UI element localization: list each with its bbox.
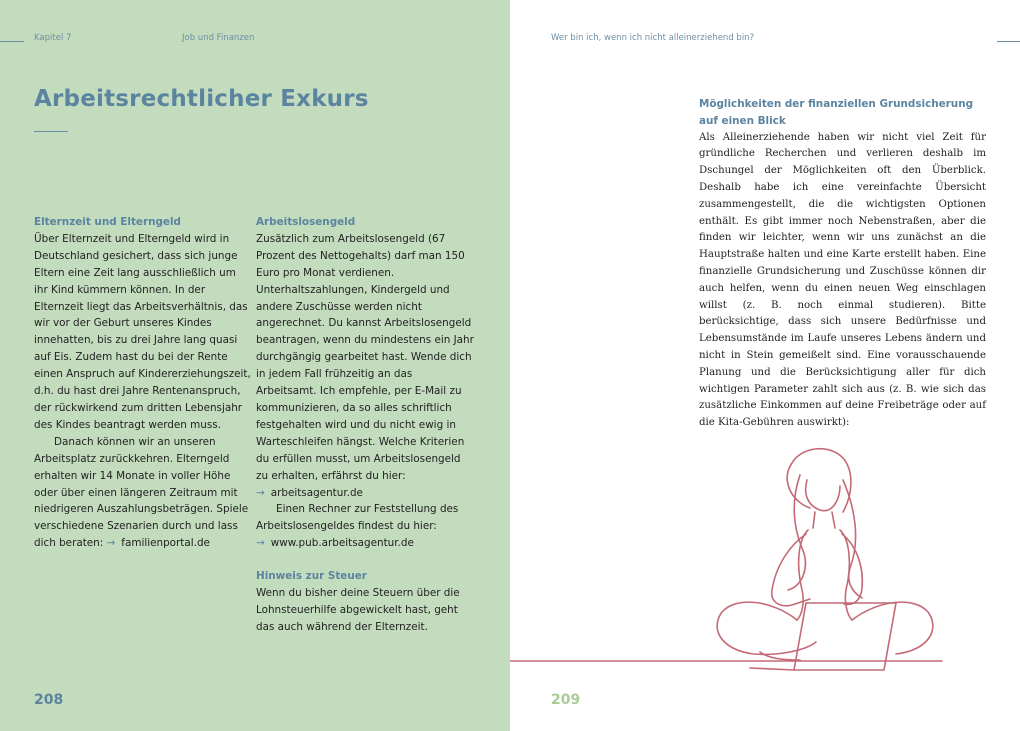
torso-left xyxy=(797,530,808,620)
paragraph xyxy=(256,231,474,502)
section-heading-grundsicherung: Möglichkeiten der finanziellen Grundsicherung auf einen Blick xyxy=(699,98,974,127)
woman-with-laptop-illustration xyxy=(510,430,1020,680)
page-number-right: 209 xyxy=(551,692,581,708)
header-rule xyxy=(997,41,1020,42)
arrow-icon: → xyxy=(256,486,265,499)
link-pub-arbeitsagentur[interactable]: www.pub.arbeitsagentur.de xyxy=(270,537,414,550)
link-familienportal[interactable]: familienportal.de xyxy=(121,537,210,550)
section-heading-arbeitslosengeld: Arbeitslosengeld xyxy=(256,216,356,228)
column-elternzeit xyxy=(34,214,252,552)
text-block-grundsicherung xyxy=(699,96,986,432)
paragraph-text: Zusätzlich zum Arbeitslosengeld (67 Prozent des Nettogehalts) darf man 150 Euro pro Monat verdienen. Unterhaltszahlungen, Kindergeld und andere Zuschüsse werden nicht angerechnet. Du kannst Arbeitslosengeld beantragen, wenn du mindestens ein Jahr durchgängig gearbeitet hast. Wende dich in jedem Fall frühzeitig an das Arbeitsamt. Ich empfehle, per E-Mail zu kommunizieren, da so alles schriftlich festgehalten wird und du nicht ewig in Warteschleifen hängst. Welche Kriterien du erfüllen musst, um Arbeitslosengeld zu erhalten, erfährst du hier: xyxy=(256,232,474,482)
title-rule xyxy=(34,131,68,132)
running-head-right: Wer bin ich, wenn ich nicht alleinerziehend bin? xyxy=(551,33,755,43)
paragraph-text: Einen Rechner zur Feststellung des Arbeitslosengeldes findest du hier: xyxy=(256,503,459,533)
hair-crown xyxy=(787,449,851,512)
paragraph: Wenn du bisher deine Steuern über die Lohnsteuerhilfe abgewickelt hast, geht das auch während der Elternzeit. xyxy=(256,587,460,633)
header-rule xyxy=(0,41,24,42)
right-leg xyxy=(852,602,933,654)
body-text: Als Alleinerziehende haben wir nicht viel Zeit für gründliche Recherchen und verlieren deshalb im Dschungel der Möglichkeiten oft den Überblick. Deshalb habe ich eine vereinfachte Übersicht zusammengestellt, die die wichtigsten Optionen enthält. Es gibt immer noch Nebenstraßen, aber die finden wir leichter, wenn wir uns zunächst an die Hauptstraße halten und eine Karte erstellt haben. Eine finanzielle Grundsicherung und Zuschüsse können dir auch helfen, wenn du einen neuen Weg einschlagen willst (z. B. noch einmal studieren). Bitte berücksichtige, dass sich unsere Bedürfnisse und Lebensumstände im Laufe unseres Lebens ändern und nicht in Stein gemeißelt sind. Eine vorausschauende Planung und die Berücksichtigung aller für dich wichtigen Parameter zahlt sich aus (z. B. wie sich das zusätzliche Einkommen auf deine Freibeträge oder auf die Kita-Gebühren auswirkt): xyxy=(699,131,986,429)
laptop-screen xyxy=(794,603,896,670)
right-page xyxy=(510,0,1020,731)
paragraph xyxy=(256,501,474,552)
arrow-icon: → xyxy=(256,537,265,550)
face xyxy=(806,480,840,511)
neck xyxy=(813,512,835,528)
section-heading-steuer: Hinweis zur Steuer xyxy=(256,570,367,583)
column-arbeitslosengeld xyxy=(256,214,474,636)
paragraph: Über Elternzeit und Elterngeld wird in Deutschland gesichert, dass sich junge Eltern eine Zeit lang ausschließlich um ihr Kind kümmern können. In der Elternzeit liegt das Arbeitsverhältnis, das wir vor der Geburt unseres Kindes innehatten, bis zu drei Jahre lang quasi auf Eis. Zudem hast du bei der Rente einen Anspruch auf Kindererziehungszeit, d.h. du hast drei Jahre Rentenanspruch, der rückwirkend zum dritten Lebensjahr des Kindes beantragt werden muss. xyxy=(34,232,251,431)
paragraph xyxy=(34,434,252,552)
link-arbeitsagentur[interactable]: arbeitsagentur.de xyxy=(270,486,363,499)
running-head-section: Job und Finanzen xyxy=(182,33,255,43)
arrow-icon: → xyxy=(106,537,116,550)
running-head-chapter: Kapitel 7 xyxy=(34,33,72,43)
laptop-base xyxy=(750,668,794,670)
page-title: Arbeitsrechtlicher Exkurs xyxy=(34,86,369,112)
page-number-left: 208 xyxy=(34,692,64,708)
paragraph-text: Danach können wir an unseren Arbeitsplatz zurückkehren. Elterngeld erhalten wir 14 Monate in voller Höhe oder über einen längeren Zeitraum mit niedrigeren Auszahlungsbeträgen. Spiele verschiedene Szenarien durch und lass dich beraten: xyxy=(34,435,249,550)
section-heading-elternzeit: Elternzeit und Elterngeld xyxy=(34,216,181,228)
